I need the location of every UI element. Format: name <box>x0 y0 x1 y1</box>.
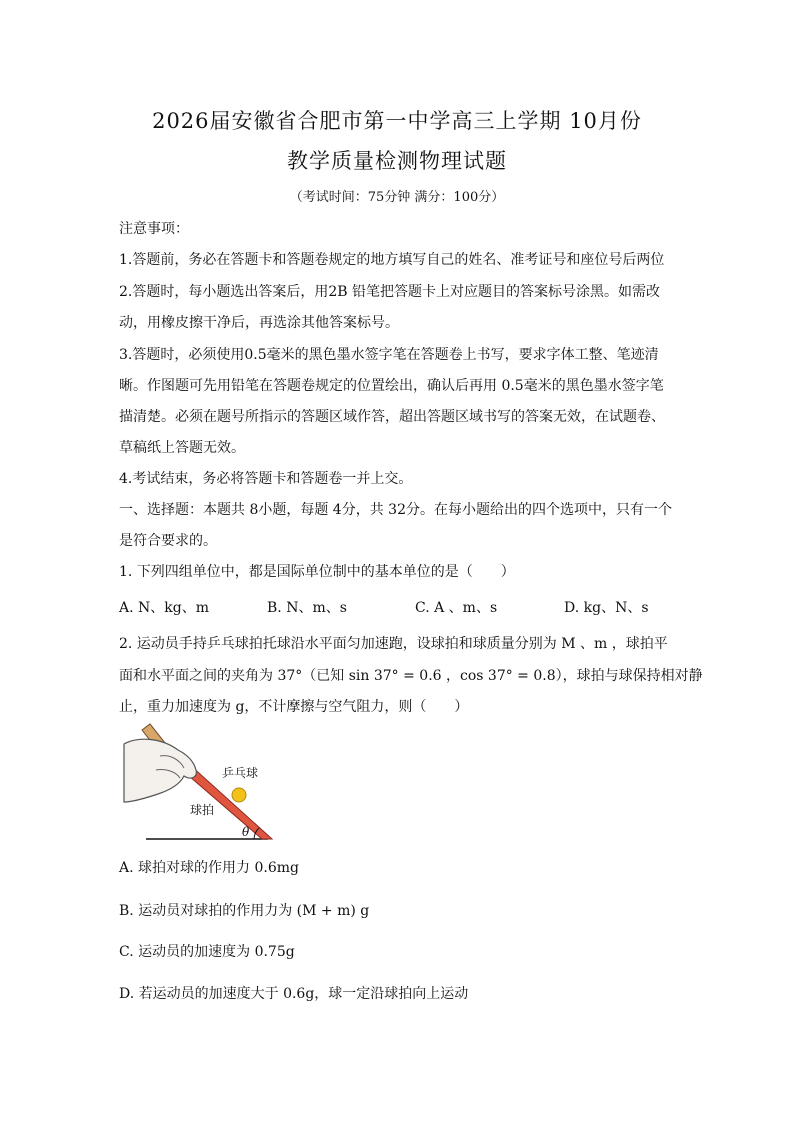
exam-title-line1: 2026届安徽省合肥市第一中学高三上学期 10月份 <box>152 109 642 133</box>
section-heading: 一、选择题：本题共 8小题，每题 4分，共 32分。在每小题给出的四个选项中，只有一个 <box>119 502 672 518</box>
notice-item: 动，用橡皮擦干净后，再选涂其他答案标号。 <box>119 315 399 331</box>
notice-item: 2.答题时，每小题选出答案后，用2B 铅笔把答题卡上对应题目的答案标号涂黑。如需改 <box>119 284 661 300</box>
racket-label: 球拍 <box>190 803 215 817</box>
notice-item: 草稿纸上答题无效。 <box>119 440 245 456</box>
exam-info: （考试时间：75分钟 满分：100分） <box>289 190 505 205</box>
q1-option-c: C. A 、m、s <box>415 600 498 616</box>
notice-item: 晰。作图题可先用铅笔在答题卷规定的位置绘出，确认后再用 0.5毫米的黑色墨水签字笔 <box>119 378 664 394</box>
question-2-stem-line2: 面和水平面之间的夹角为 37°（已知 sin 37° = 0.6 ，cos 37° = 0.8），球拍与球保持相对静 <box>119 668 703 684</box>
notice-heading: 注意事项： <box>119 221 189 237</box>
ping-pong-ball <box>232 788 246 802</box>
notice-item: 1.答题前，务必在答题卡和答题卷规定的地方填写自己的姓名、准考证号和座位号后两位 <box>119 252 665 268</box>
ball-label: 乒乓球 <box>222 766 259 780</box>
q1-option-b: B. N、m、s <box>267 600 347 616</box>
notice-item: 4.考试结束，务必将答题卡和答题卷一并上交。 <box>119 471 413 487</box>
q2-option-b: B. 运动员对球拍的作用力为 (M + m) g <box>119 903 370 919</box>
question-2-stem-line1: 2. 运动员手持乒乓球拍托球沿水平面匀加速跑，设球拍和球质量分别为 M 、m ，球拍平 <box>119 636 668 652</box>
q2-option-d: D. 若运动员的加速度大于 0.6g，球一定沿球拍向上运动 <box>119 986 469 1002</box>
angle-label: θ <box>242 825 250 839</box>
section-heading-cont: 是符合要求的。 <box>119 533 217 549</box>
q2-option-c: C. 运动员的加速度为 0.75g <box>119 944 295 960</box>
notice-item: 描清楚。必须在题号所指示的答题区域作答，超出答题区域书写的答案无效，在试题卷、 <box>119 409 665 425</box>
notice-item: 3.答题时，必须使用0.5毫米的黑色墨水签字笔在答题卷上书写，要求字体工整、笔迹清 <box>119 347 659 363</box>
q1-option-a: A. N、kg、m <box>119 600 209 616</box>
hand-shape <box>124 739 196 802</box>
question-1-stem: 1. 下列四组单位中，都是国际单位制中的基本单位的是（ ） <box>119 564 515 580</box>
question-2-stem-line3: 止，重力加速度为 g，不计摩擦与空气阻力，则（ ） <box>119 699 469 715</box>
exam-title-line2: 教学质量检测物理试题 <box>287 149 507 173</box>
q2-option-a: A. 球拍对球的作用力 0.6mg <box>119 860 299 876</box>
racket-figure <box>118 722 283 844</box>
q1-option-d: D. kg、N、s <box>564 600 649 616</box>
